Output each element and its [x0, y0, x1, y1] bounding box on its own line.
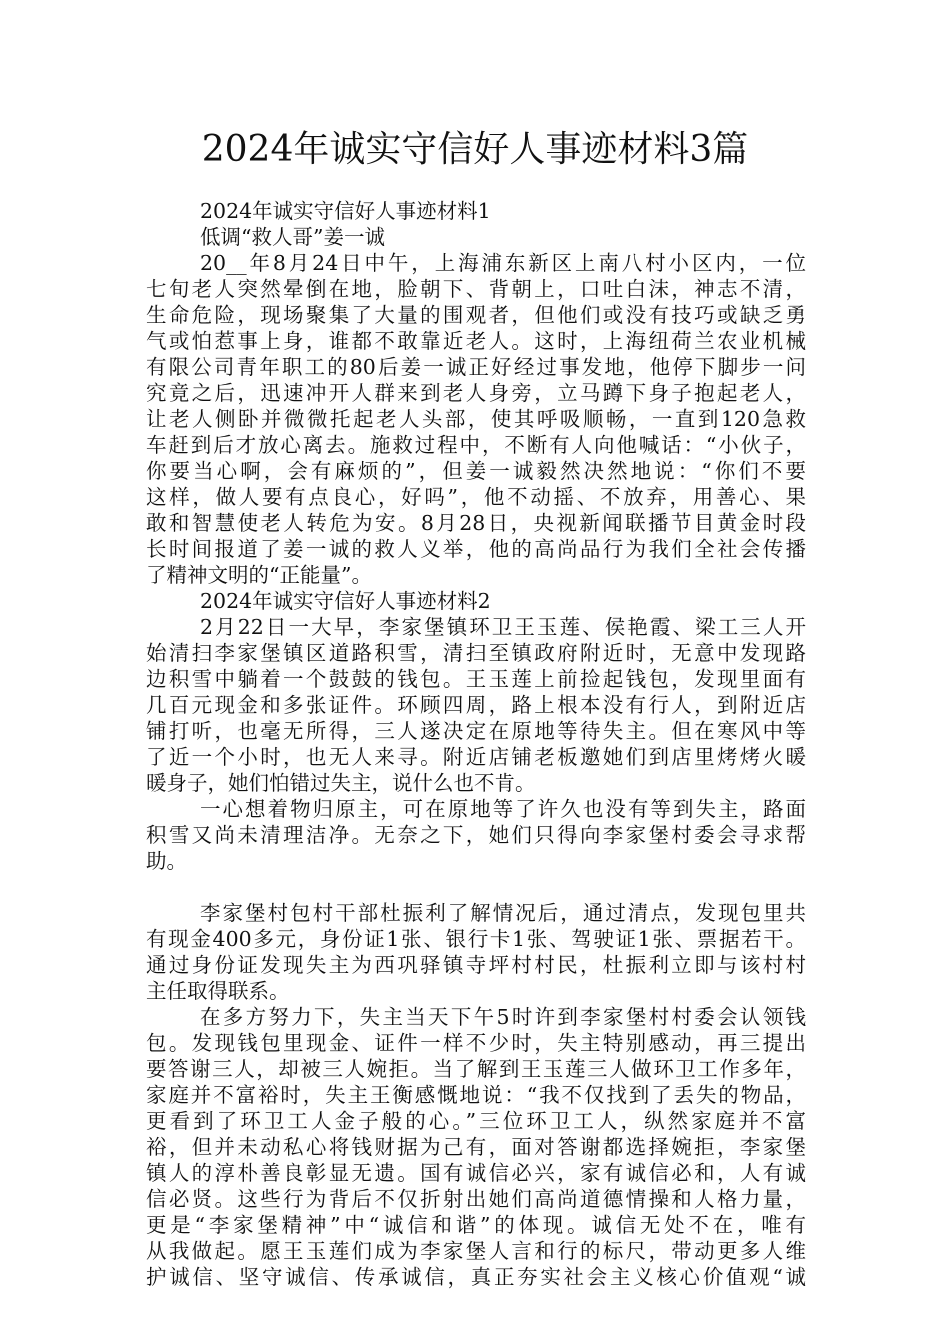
text-line: 2024年诚实守信好人事迹材料1 [200, 199, 491, 223]
text-line: 你要当心啊，会有麻烦的”，但姜一诚毅然决然地说：“你们不要 [146, 459, 806, 483]
text-line: 敢和智慧使老人转危为安。8月28日，央视新闻联播节目黄金时段 [146, 511, 806, 535]
text-line: 在多方努力下，失主当天下午5时许到李家堡村村委会认领钱 [200, 1005, 806, 1029]
text-line: 气或怕惹事上身，谁都不敢靠近老人。这时，上海纽荷兰农业机械 [146, 329, 806, 353]
text-line: 2月22日一大早，李家堡镇环卫王玉莲、侯艳霞、梁工三人开 [200, 615, 806, 639]
text-line: 长时间报道了姜一诚的救人义举，他的高尚品行为我们全社会传播 [146, 537, 806, 561]
text-line: 家庭并不富裕时，失主王衡感慨地说：“我不仅找到了丢失的物品， [146, 1083, 806, 1107]
text-line: 有限公司青年职工的80后姜一诚正好经过事发地，他停下脚步一问 [146, 355, 806, 379]
text-line: 包。发现钱包里现金、证件一样不少时，失主特别感动，再三提出 [146, 1031, 806, 1055]
text-line: 有现金400多元，身份证1张、银行卡1张、驾驶证1张、票据若干。 [146, 927, 806, 951]
text-line: 2024年诚实守信好人事迹材料2 [200, 589, 491, 613]
document-title: 2024年诚实守信好人事迹材料3篇 [201, 129, 749, 170]
text-line: 生命危险，现场聚集了大量的围观者，但他们或没有技巧或缺乏勇 [146, 303, 806, 327]
text-line [146, 874, 806, 900]
text-line: 镇人的淳朴善良彰显无遗。国有诚信必兴，家有诚信必和，人有诚 [146, 1161, 806, 1185]
text-line: 裕，但并未动私心将钱财据为己有，面对答谢都选择婉拒，李家堡 [146, 1135, 806, 1159]
text-line: 始清扫李家堡镇区道路积雪，清扫至镇政府附近时，无意中发现路 [146, 641, 806, 665]
text-line: 车赶到后才放心离去。施救过程中，不断有人向他喊话：“小伙子， [146, 433, 806, 457]
text-line: 更是“李家堡精神”中“诚信和谐”的体现。诚信无处不在，唯有 [146, 1213, 806, 1237]
text-line: 边积雪中躺着一个鼓鼓的钱包。王玉莲上前捡起钱包，发现里面有 [146, 667, 806, 691]
text-line: 积雪又尚未清理洁净。无奈之下，她们只得向李家堡村委会寻求帮 [146, 823, 806, 847]
text-line: 要答谢三人，却被三人婉拒。当了解到王玉莲三人做环卫工作多年， [146, 1057, 806, 1081]
document-body [146, 198, 806, 1290]
text-line: 一心想着物归原主，可在原地等了许久也没有等到失主，路面 [200, 797, 806, 821]
text-line: 信必贤。这些行为背后不仅折射出她们高尚道德情操和人格力量， [146, 1187, 806, 1211]
text-line: 低调“救人哥”姜一诚 [200, 225, 385, 249]
text-line: 李家堡村包村干部杜振利了解情况后，通过清点，发现包里共 [200, 901, 806, 925]
text-line: 助。 [146, 849, 187, 873]
text-line: 这样，做人要有点良心，好吗”，他不动摇、不放弃，用善心、果 [146, 485, 806, 509]
text-line: 让老人侧卧并微微托起老人头部，使其呼吸顺畅，一直到120急救 [146, 407, 806, 431]
text-line: 从我做起。愿王玉莲们成为李家堡人言和行的标尺，带动更多人维 [146, 1239, 806, 1263]
text-line: 七旬老人突然晕倒在地，脸朝下、背朝上，口吐白沫，神志不清， [146, 277, 806, 301]
text-line: 铺打听，也毫无所得，三人遂决定在原地等待失主。但在寒风中等 [146, 719, 806, 743]
text-line: 20__年8月24日中午，上海浦东新区上南八村小区内，一位 [200, 251, 806, 275]
text-line: 了精神文明的“正能量”。 [146, 563, 372, 587]
text-line: 了近一个小时，也无人来寻。附近店铺老板邀她们到店里烤烤火暖 [146, 745, 806, 769]
text-line: 更看到了环卫工人金子般的心。”三位环卫工人，纵然家庭并不富 [146, 1109, 806, 1133]
text-line: 主任取得联系。 [146, 979, 290, 1003]
text-line: 几百元现金和多张证件。环顾四周，路上根本没有行人，到附近店 [146, 693, 806, 717]
text-line: 究竟之后，迅速冲开人群来到老人身旁，立马蹲下身子抱起老人， [146, 381, 806, 405]
text-line: 通过身份证发现失主为西巩驿镇寺坪村村民，杜振利立即与该村村 [146, 953, 806, 977]
text-line: 暖身子，她们怕错过失主，说什么也不肯。 [146, 771, 536, 795]
text-line: 护诚信、坚守诚信、传承诚信，真正夯实社会主义核心价值观“诚 [146, 1265, 806, 1289]
